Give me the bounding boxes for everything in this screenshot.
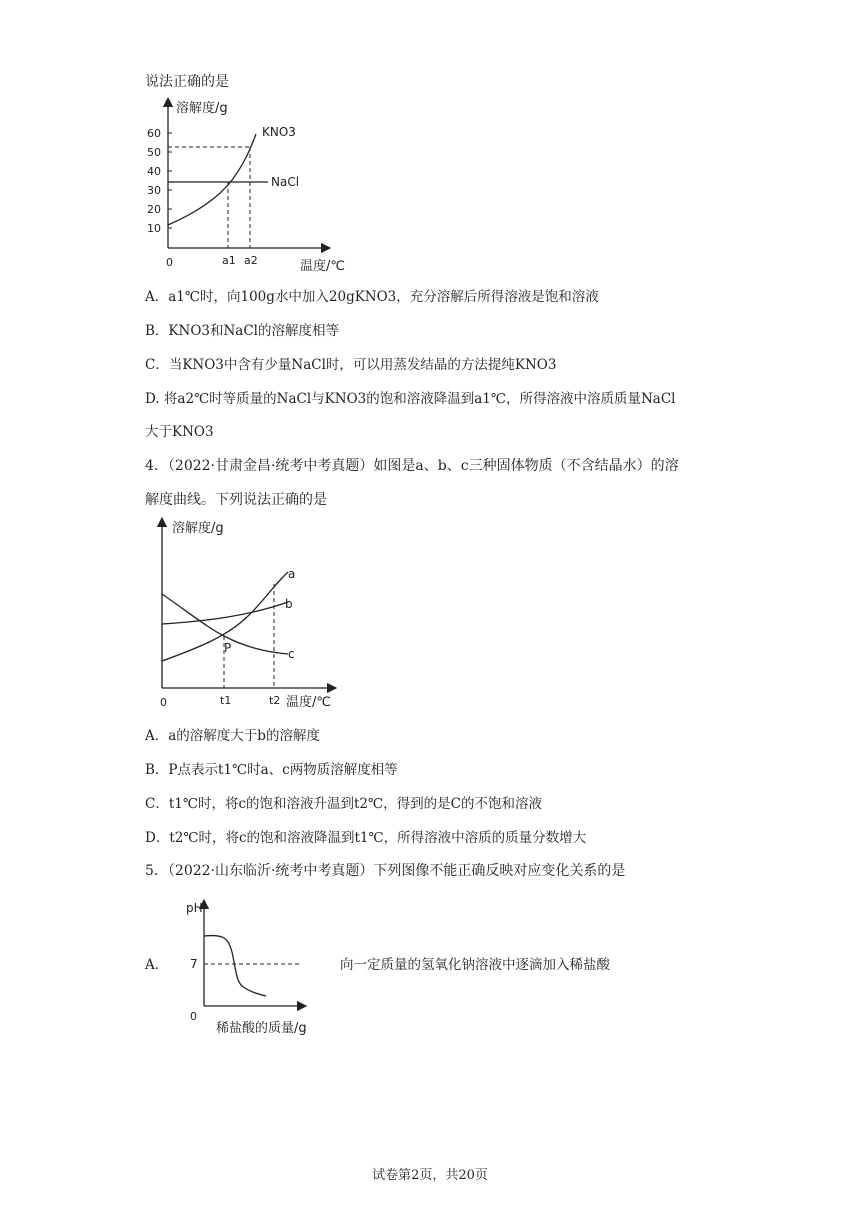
- q3-y-title: 溶解度/g: [176, 101, 228, 116]
- q3-kno3-label: KNO3: [262, 125, 296, 139]
- q4-stem-line2: 解度曲线。下列说法正确的是: [145, 492, 327, 508]
- q4-x-title: 温度/℃: [286, 695, 331, 710]
- q3-option-d-line2: 大于KNO3: [145, 424, 214, 440]
- q4-label-b: b: [285, 597, 293, 611]
- q5-stem: 5．（2022·山东临沂·统考中考真题）下列图像不能正确反映对应变化关系的是: [145, 863, 626, 879]
- q3-y-tick: 50: [147, 146, 161, 159]
- q4-solubility-chart: [148, 516, 358, 712]
- q3-option-a: A．a1℃时，向100g水中加入20gKNO3，充分溶解后所得溶液是饱和溶液: [145, 289, 599, 305]
- q5-origin: 0: [190, 1010, 197, 1023]
- q3-x-tick-a2: a2: [244, 254, 258, 267]
- q3-y-tick: 20: [147, 203, 161, 216]
- q4-curve-b: [162, 602, 288, 624]
- q5-x-title: 稀盐酸的质量/g: [216, 1021, 307, 1036]
- q4-x-tick-t1: t1: [220, 694, 232, 707]
- q3-x-tick-a1: a1: [222, 254, 236, 267]
- q4-stem-line1: 4．（2022·甘肃金昌·统考中考真题）如图是a、b、c三种固体物质（不含结晶水）的溶: [145, 458, 679, 474]
- q4-y-title: 溶解度/g: [172, 521, 224, 536]
- q4-option-b: B．P点表示t1℃时a、c两物质溶解度相等: [145, 762, 398, 778]
- q5-y-ref-label: 7: [190, 957, 198, 971]
- q5-y-title: pH: [186, 901, 203, 915]
- q4-x-tick-t2: t2: [269, 694, 281, 707]
- q3-y-tick: 10: [147, 222, 161, 235]
- q5-option-a-desc: 向一定质量的氢氧化钠溶液中逐滴加入稀盐酸: [340, 957, 610, 973]
- q3-x-title: 温度/℃: [300, 259, 345, 274]
- page-footer: 试卷第2页，共20页: [372, 1168, 488, 1183]
- q4-point-p-label: P: [224, 641, 232, 655]
- q5-ph-curve: [204, 936, 266, 996]
- q3-y-tick: 60: [147, 127, 161, 140]
- q4-option-a: A．a的溶解度大于b的溶解度: [145, 728, 320, 744]
- q5-ph-chart: [186, 894, 336, 1036]
- q4-option-c: C．t1℃时，将c的饱和溶液升温到t2℃，得到的是C的不饱和溶液: [145, 796, 542, 812]
- q3-kno3-curve: [168, 134, 256, 225]
- q3-y-tick: 30: [147, 184, 161, 197]
- q4-label-a: a: [288, 567, 296, 581]
- q3-option-c: C．当KNO3中含有少量NaCl时，可以用蒸发结晶的方法提纯KNO3: [145, 357, 557, 373]
- q3-stem-tail: 说法正确的是: [145, 74, 229, 90]
- q3-option-b: B．KNO3和NaCl的溶解度相等: [145, 323, 339, 339]
- q5-option-a-label: A．: [145, 957, 169, 973]
- q3-origin: 0: [166, 256, 173, 269]
- q3-option-d-line1: D. 将a2℃时等质量的NaCl与KNO3的饱和溶液降温到a1℃，所得溶液中溶质质量NaCl: [145, 391, 676, 407]
- q4-option-d: D．t2℃时，将c的饱和溶液降温到t1℃，所得溶液中溶质的质量分数增大: [145, 830, 587, 846]
- q3-nacl-label: NaCl: [271, 175, 300, 189]
- q3-solubility-chart: [140, 98, 350, 276]
- q4-label-c: c: [288, 647, 295, 661]
- q4-origin: 0: [160, 696, 167, 709]
- q3-y-tick: 40: [147, 165, 161, 178]
